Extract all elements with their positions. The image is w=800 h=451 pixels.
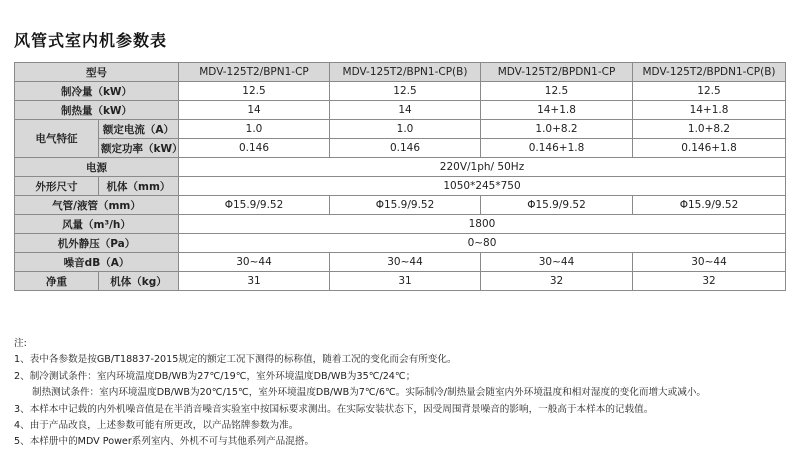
table-cell: 0~80 (179, 234, 786, 253)
table-header-row (15, 63, 786, 82)
table-cell: Φ15.9/9.52 (481, 196, 633, 215)
table-row-power (15, 139, 786, 158)
header-label: 型号 (15, 63, 179, 82)
table-cell: 12.5 (481, 82, 633, 101)
note-line: 4、由于产品改良，上述参数可能有所更改，以产品铭牌参数为准。 (14, 419, 299, 431)
table-row-power-supply (15, 158, 786, 177)
table-row-pipe (15, 196, 786, 215)
table-cell: 0.146 (179, 139, 330, 158)
table-cell: 31 (179, 272, 330, 291)
table-cell: 14+1.8 (481, 101, 633, 120)
table-cell: 30~44 (330, 253, 481, 272)
row-group-label: 净重 (15, 272, 99, 291)
table-cell: 30~44 (633, 253, 786, 272)
row-label: 机体（mm） (99, 177, 179, 196)
table-row-airflow (15, 215, 786, 234)
table-cell: 12.5 (633, 82, 786, 101)
table-cell: 1050*245*750 (179, 177, 786, 196)
table-row-dimensions (15, 177, 786, 196)
table-cell: 12.5 (330, 82, 481, 101)
table-row-current (15, 120, 786, 139)
table-cell: 220V/1ph/ 50Hz (179, 158, 786, 177)
row-label: 电源 (15, 158, 179, 177)
table-cell: 0.146+1.8 (633, 139, 786, 158)
row-group-label: 电气特征 (15, 120, 99, 158)
note-line: 2、制冷测试条件：室内环境温度DB/WB为27℃/19℃，室外环境温度DB/WB为35℃/24℃； (14, 370, 416, 382)
table-cell: Φ15.9/9.52 (179, 196, 330, 215)
table-row-heating (15, 101, 786, 120)
table-cell: 1.0+8.2 (481, 120, 633, 139)
table-row-noise (15, 253, 786, 272)
page-title: 风管式室内机参数表 (14, 31, 168, 50)
table-row-cooling (15, 82, 786, 101)
notes-section (14, 336, 794, 451)
table-cell: 14+1.8 (633, 101, 786, 120)
table-cell: 14 (330, 101, 481, 120)
notes-heading: 注: (14, 338, 27, 349)
row-label: 机外静压（Pa） (15, 234, 179, 253)
table-cell: 31 (330, 272, 481, 291)
note-line: 3、本样本中记载的内外机噪音值是在半消音噪音实验室中按国标要求测出。在实际安装状态下，因受周围背景噪音的影响，一般高于本样本的记载值。 (14, 403, 654, 415)
table-cell: Φ15.9/9.52 (633, 196, 786, 215)
note-line: 1、表中各参数是按GB/T18837-2015规定的额定工况下测得的标称值，随着工况的变化而会有所变化。 (14, 354, 457, 366)
table-cell: 1.0 (330, 120, 481, 139)
table-cell: 0.146 (330, 139, 481, 158)
note-line: 制热测试条件：室内环境温度DB/WB为20℃/15℃，室外环境温度DB/WB为7℃/6℃。实际制冷/制热量会随室内外环境温度和相对湿度的变化而增大或减小。 (32, 387, 707, 399)
table-cell: 32 (633, 272, 786, 291)
row-label: 额定电流（A） (99, 120, 179, 139)
table-cell: 32 (481, 272, 633, 291)
spec-table (14, 62, 786, 291)
row-label: 制冷量（kW） (15, 82, 179, 101)
table-cell: 30~44 (481, 253, 633, 272)
row-label: 额定功率（kW） (99, 139, 179, 158)
table-cell: 1.0 (179, 120, 330, 139)
table-row-static-pressure (15, 234, 786, 253)
model-header: MDV-125T2/BPDN1-CP(B) (633, 63, 786, 82)
table-cell: 14 (179, 101, 330, 120)
note-line: 5、本样册中的MDV Power系列室内、外机不可与其他系列产品混搭。 (14, 436, 315, 448)
row-label: 制热量（kW） (15, 101, 179, 120)
table-cell: 1.0+8.2 (633, 120, 786, 139)
table-cell: Φ15.9/9.52 (330, 196, 481, 215)
table-cell: 0.146+1.8 (481, 139, 633, 158)
model-header: MDV-125T2/BPN1-CP (179, 63, 330, 82)
table-cell: 1800 (179, 215, 786, 234)
table-row-weight (15, 272, 786, 291)
model-header: MDV-125T2/BPDN1-CP (481, 63, 633, 82)
table-cell: 12.5 (179, 82, 330, 101)
row-label: 噪音dB（A） (15, 253, 179, 272)
row-group-label: 外形尺寸 (15, 177, 99, 196)
model-header: MDV-125T2/BPN1-CP(B) (330, 63, 481, 82)
row-label: 气管/液管（mm） (15, 196, 179, 215)
row-label: 风量（m³/h） (15, 215, 179, 234)
row-label: 机体（kg） (99, 272, 179, 291)
table-cell: 30~44 (179, 253, 330, 272)
